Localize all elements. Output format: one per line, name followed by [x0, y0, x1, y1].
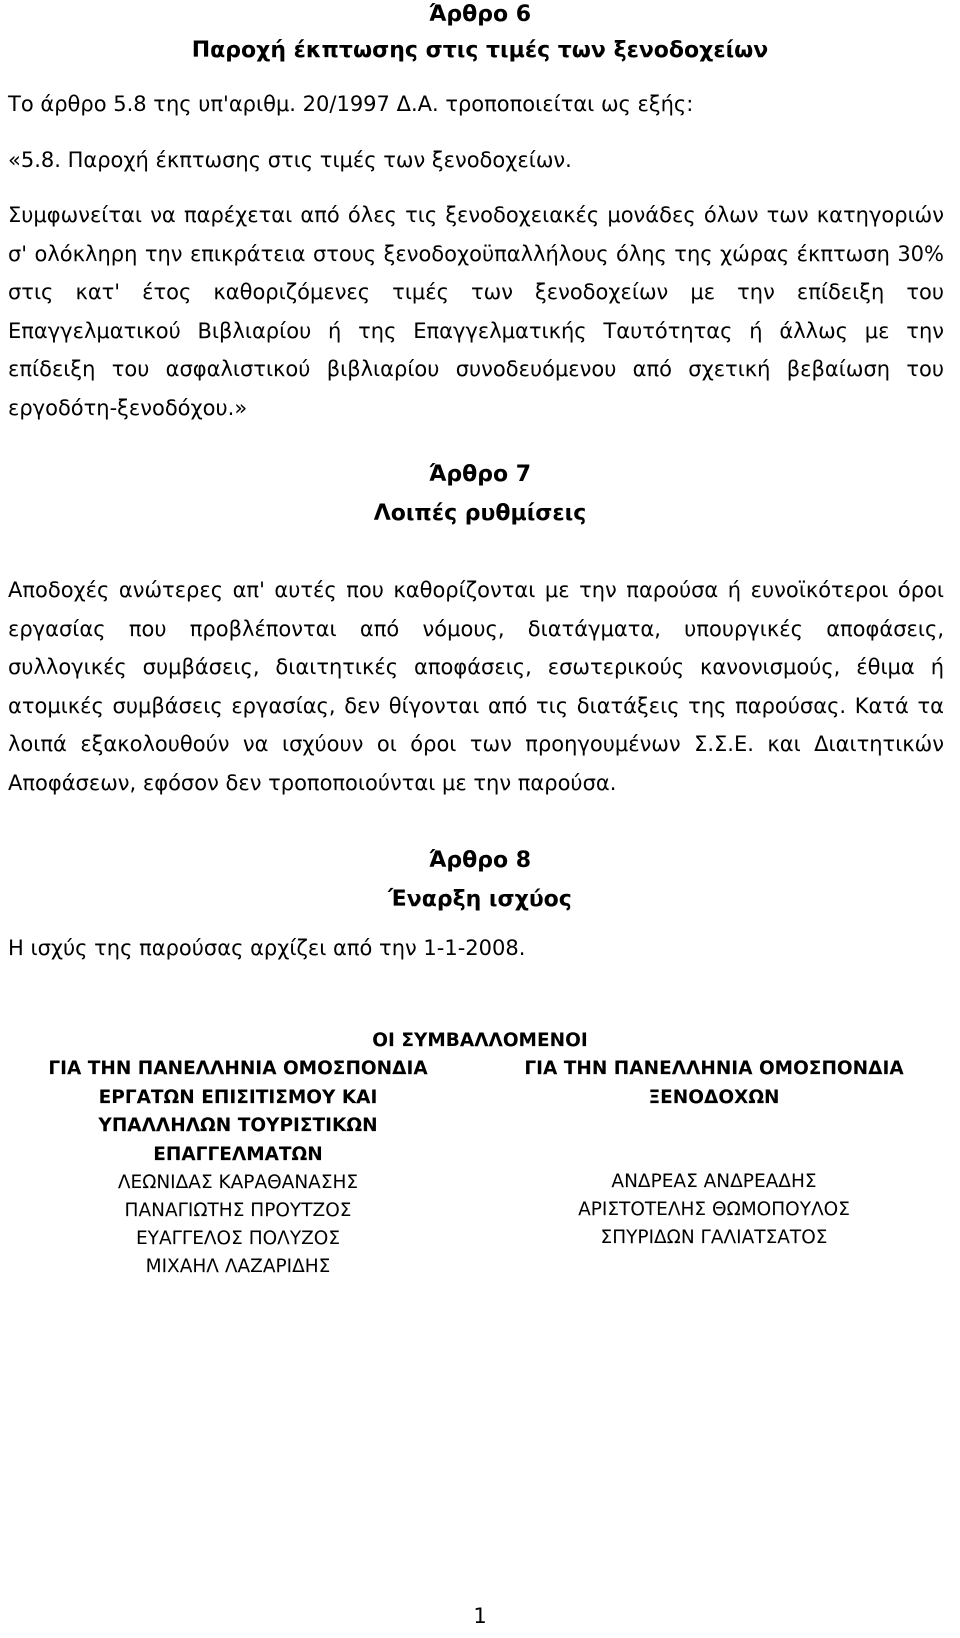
- article-8-body: Η ισχύς της παρούσας αρχίζει από την 1-1-2008.: [8, 936, 526, 960]
- left-signatory: ΜΙΧΑΗΛ ΛΑΖΑΡΙΔΗΣ: [145, 1256, 331, 1277]
- right-org-line: ΓΙΑ ΤΗΝ ΠΑΝΕΛΛΗΝΙΑ ΟΜΟΣΠΟΝΔΙΑ: [524, 1058, 904, 1079]
- article-6-title: Παροχή έκπτωσης στις τιμές των ξενοδοχείων: [191, 38, 769, 63]
- article-7-body: Αποδοχές ανώτερες απ' αυτές που καθορίζονται με την παρούσα ή ευνοϊκότεροι όροι εργασίας που προβλέπονται από νόμους, διατάγματα, υπουργικές αποφάσεις, συλλογικές συμβάσεις, διαιτητικές αποφάσεις, εσωτερικούς κανονισμούς, έθιμα ή ατομικές συμβάσεις εργασίας, δεν θίγονται από τις διατάξεις της παρούσας. Κατά τα λοιπά εξακολουθούν να ισχύουν οι όροι των προηγουμένων Σ.Σ.Ε. και Διαιτητικών Αποφάσεων, εφόσον δεν τροποποιούνται με την παρούσα.: [8, 578, 944, 795]
- right-signatory: ΑΡΙΣΤΟΤΕΛΗΣ ΘΩΜΟΠΟΥΛΟΣ: [578, 1199, 850, 1220]
- article-7-heading: Άρθρο 7: [428, 462, 532, 487]
- right-org-line: ΞΕΝΟΔΟΧΩΝ: [648, 1086, 780, 1108]
- left-signatory: ΛΕΩΝΙΔΑΣ ΚΑΡΑΘΑΝΑΣΗΣ: [117, 1172, 359, 1193]
- right-signatories: [476, 1168, 952, 1252]
- article-8-heading: Άρθρο 8: [428, 848, 532, 873]
- left-org-line: ΕΠΑΓΓΕΛΜΑΤΩΝ: [153, 1143, 323, 1165]
- signature-block-right: [476, 1055, 952, 1252]
- right-signatory: ΣΠΥΡΙΔΩΝ ΓΑΛΙΑΤΣΑΤΟΣ: [600, 1227, 828, 1248]
- page-number: 1: [473, 1604, 487, 1628]
- left-org-line: ΥΠΑΛΛΗΛΩΝ ΤΟΥΡΙΣΤΙΚΩΝ: [98, 1115, 378, 1136]
- article-6-intro: Το άρθρο 5.8 της υπ'αριθμ. 20/1997 Δ.Α. τροποποιείται ως εξής:: [8, 92, 694, 116]
- article-6-body: Συμφωνείται να παρέχεται από όλες τις ξενοδοχειακές μονάδες όλων των κατηγοριών σ' ολόκληρη την επικράτεια στους ξενοδοχοϋπαλλήλους όλης της χώρας έκπτωση 30% στις κατ' έτος καθοριζόμενες τιμές των ξενοδοχείων με την επίδειξη του Επαγγελματικού Βιβλιαρίου ή της Επαγγελματικής Ταυτότητας ή άλλως με την επίδειξη του ασφαλιστικού βιβλιαρίου συνοδευόμενου από σχετική βεβαίωση του εργοδότη-ξενοδόχου.»: [8, 203, 944, 420]
- article-6-heading: Άρθρο 6: [428, 2, 532, 27]
- left-signatory: ΠΑΝΑΓΙΩΤΗΣ ΠΡΟΥΤΖΟΣ: [124, 1200, 352, 1221]
- article-6-quoted-title: «5.8. Παροχή έκπτωσης στις τιμές των ξενοδοχείων.: [8, 148, 572, 172]
- article-7-title: Λοιπές ρυθμίσεις: [373, 501, 587, 526]
- article-8-title: Έναρξη ισχύος: [388, 887, 572, 912]
- left-org-line: ΕΡΓΑΤΩΝ ΕΠΙΣΙΤΙΣΜΟΥ ΚΑΙ: [98, 1086, 378, 1108]
- left-signatory: ΕΥΑΓΓΕΛΟΣ ΠΟΛΥΖΟΣ: [135, 1228, 341, 1249]
- contracting-parties-title: ΟΙ ΣΥΜΒΑΛΛΟΜΕΝΟΙ: [372, 1030, 588, 1051]
- signature-block-left: [0, 1055, 476, 1281]
- right-signatory: ΑΝΔΡΕΑΣ ΑΝΔΡΕΑΔΗΣ: [611, 1171, 817, 1192]
- left-org-line: ΓΙΑ ΤΗΝ ΠΑΝΕΛΛΗΝΙΑ ΟΜΟΣΠΟΝΔΙΑ: [48, 1058, 428, 1079]
